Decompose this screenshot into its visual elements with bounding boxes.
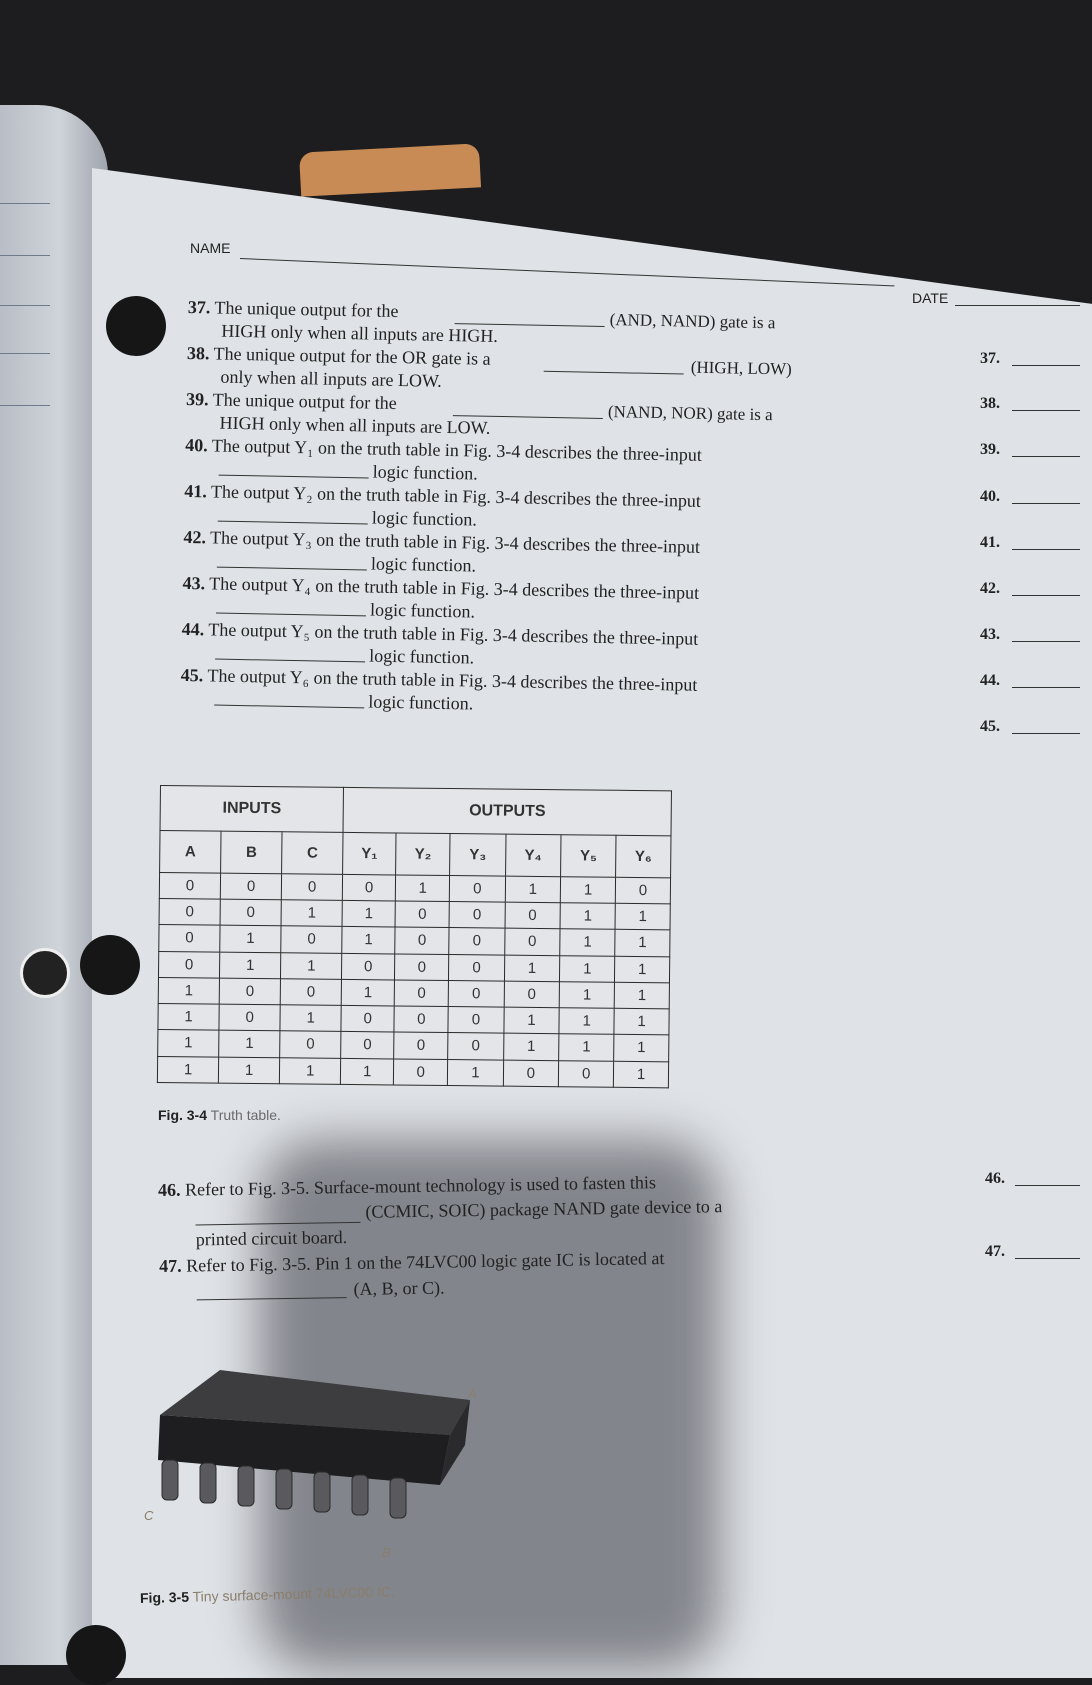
answer-line[interactable] xyxy=(1015,1185,1080,1186)
caption-text: Tiny surface-mount 74LVC00 IC. xyxy=(192,1583,396,1605)
table-cell: 0 xyxy=(220,899,281,926)
table-cell: 1 xyxy=(504,955,560,982)
question-text: only when all inputs are LOW. xyxy=(220,366,442,391)
question-number: 43. xyxy=(182,572,206,594)
table-cell: 0 xyxy=(394,1032,449,1059)
chip-pin xyxy=(238,1466,254,1506)
column-header-row xyxy=(160,831,671,878)
question-text: The output Y₅ on the truth table in Fig. 3-4 describes the three-input xyxy=(208,619,699,649)
table-cell: 0 xyxy=(395,901,450,928)
column-header: A xyxy=(160,831,222,873)
table-cell: 1 xyxy=(341,979,394,1006)
question-text: The unique output for the xyxy=(214,297,399,322)
answer-line[interactable] xyxy=(1012,456,1080,457)
question-text: logic function. xyxy=(371,507,478,530)
date-line[interactable] xyxy=(955,305,1080,306)
answer-line[interactable] xyxy=(1012,549,1080,550)
answer-line[interactable] xyxy=(1012,365,1080,366)
question-text: Refer to Fig. 3-5. Pin 1 on the 74LVC00 logic gate IC is located at xyxy=(186,1248,665,1276)
table-cell: 1 xyxy=(560,903,615,930)
caption-number: Fig. 3-4 xyxy=(158,1107,208,1123)
outputs-header: OUTPUTS xyxy=(343,787,671,836)
table-cell: 0 xyxy=(159,872,220,899)
question-text: HIGH only when all inputs are HIGH. xyxy=(221,320,499,346)
table-cell: 1 xyxy=(560,955,615,982)
question-text: (AND, NAND) gate is a xyxy=(609,310,776,333)
caption-number: Fig. 3-5 xyxy=(139,1588,190,1606)
question-text: (A, B, or C). xyxy=(353,1277,445,1299)
question-text: The unique output for the xyxy=(212,389,397,413)
left-rule xyxy=(0,353,50,354)
table-cell: 1 xyxy=(280,1005,341,1032)
ic-chip-figure xyxy=(144,1360,510,1560)
answer-line[interactable] xyxy=(1012,410,1080,411)
left-page-hole xyxy=(20,948,70,998)
table-cell: 1 xyxy=(559,982,614,1009)
table-cell: 1 xyxy=(342,927,395,954)
table-cell: 0 xyxy=(505,902,561,929)
question-number: 45. xyxy=(180,664,204,686)
table-cell: 1 xyxy=(559,1034,614,1061)
table-cell: 0 xyxy=(615,877,670,904)
question-text: logic function. xyxy=(372,461,478,484)
table-cell: 0 xyxy=(503,1060,559,1087)
answer-label: 41. xyxy=(980,534,1000,551)
question-text: The output Y₁ on the truth table in Fig. 3-4 describes the three-input xyxy=(211,435,703,465)
question-number: 44. xyxy=(181,618,205,640)
table-cell: 1 xyxy=(158,977,219,1004)
table-cell: 0 xyxy=(559,1060,614,1087)
pin-label-b: B xyxy=(382,1545,391,1560)
inputs-header: INPUTS xyxy=(160,786,344,833)
question-text: (HIGH, LOW) xyxy=(690,357,792,379)
answer-line[interactable] xyxy=(1015,1258,1080,1259)
chip-pin xyxy=(162,1460,178,1500)
question-number: 46. xyxy=(157,1179,181,1201)
chip-pin xyxy=(352,1475,368,1515)
table-cell: 1 xyxy=(218,1057,279,1084)
table-cell: 1 xyxy=(281,952,342,979)
table-cell: 1 xyxy=(505,876,561,903)
question-number: 38. xyxy=(186,342,210,364)
column-header: B xyxy=(221,832,283,874)
table-cell: 1 xyxy=(158,1004,219,1031)
table-cell: 1 xyxy=(220,952,281,979)
question-number: 40. xyxy=(185,434,208,456)
table-cell: 0 xyxy=(393,1059,448,1086)
table-cell: 0 xyxy=(158,951,219,978)
table-cell: 0 xyxy=(449,954,504,981)
question-39 xyxy=(186,389,397,414)
table-cell: 0 xyxy=(219,1004,280,1031)
left-rule xyxy=(0,203,50,204)
table-cell: 1 xyxy=(158,1030,219,1057)
table-cell: 1 xyxy=(503,1007,559,1034)
question-text: (NAND, NOR) gate is a xyxy=(607,402,773,425)
answer-line[interactable] xyxy=(1012,687,1080,688)
question-number: 42. xyxy=(183,526,207,548)
fig-3-4-caption xyxy=(158,1107,281,1123)
table-cell: 1 xyxy=(341,1058,394,1085)
column-header: Y₄ xyxy=(505,835,561,877)
question-text: The output Y₃ on the truth table in Fig. 3-4 describes the three-input xyxy=(209,527,701,557)
table-cell: 1 xyxy=(157,1056,218,1083)
question-text: The output Y₆ on the truth table in Fig. 3-4 describes the three-input xyxy=(207,665,698,695)
table-cell: 0 xyxy=(341,1032,394,1059)
question-number: 37. xyxy=(187,296,211,318)
table-cell: 0 xyxy=(394,1006,449,1033)
left-rule xyxy=(0,255,50,256)
left-rule xyxy=(0,405,50,406)
table-cell: 0 xyxy=(448,1007,503,1034)
table-cell: 0 xyxy=(504,928,560,955)
binder-hole xyxy=(80,935,140,995)
answer-label: 38. xyxy=(980,395,1000,412)
table-cell: 0 xyxy=(159,925,220,952)
table-cell: 1 xyxy=(220,925,281,952)
answer-line[interactable] xyxy=(1012,641,1080,642)
table-cell: 1 xyxy=(280,1057,341,1084)
column-header: Y₅ xyxy=(561,835,616,877)
table-cell: 0 xyxy=(395,954,450,981)
table-cell: 0 xyxy=(449,928,504,955)
table-cell: 0 xyxy=(448,1033,503,1060)
question-text: HIGH only when all inputs are LOW. xyxy=(219,412,491,438)
chip-pin xyxy=(390,1478,406,1518)
question-number: 47. xyxy=(159,1255,182,1277)
answer-line[interactable] xyxy=(1012,733,1080,734)
answer-label: 37. xyxy=(980,350,1000,367)
question-number: 41. xyxy=(184,480,208,502)
column-header: Y₁ xyxy=(343,833,396,875)
column-header: C xyxy=(282,832,344,874)
table-cell: 0 xyxy=(281,874,342,901)
answer-label: 45. xyxy=(980,718,1000,735)
question-text: (CCMIC, SOIC) package NAND gate device to a xyxy=(365,1196,723,1222)
answer-label: 44. xyxy=(980,672,1000,689)
date-label: DATE xyxy=(912,290,949,306)
answer-line[interactable] xyxy=(1012,503,1080,504)
pin-label-c: C xyxy=(144,1508,154,1523)
answer-line[interactable] xyxy=(1012,595,1080,596)
question-text: printed circuit board. xyxy=(195,1227,348,1250)
answer-label: 43. xyxy=(980,626,1000,643)
table-cell: 1 xyxy=(503,1033,559,1060)
table-cell: 1 xyxy=(615,930,670,957)
table-cell: 1 xyxy=(395,875,450,902)
table-cell: 0 xyxy=(343,874,396,901)
table-row xyxy=(157,1056,668,1088)
table-cell: 1 xyxy=(448,1059,503,1086)
table-cell: 1 xyxy=(614,1061,669,1088)
table-cell: 0 xyxy=(449,980,504,1007)
truth-table xyxy=(157,785,672,1088)
table-cell: 0 xyxy=(280,1031,341,1058)
question-37 xyxy=(188,297,399,322)
table-cell: 1 xyxy=(615,903,670,930)
question-number: 39. xyxy=(185,388,209,410)
table-cell: 0 xyxy=(281,926,342,953)
table-cell: 0 xyxy=(342,953,395,980)
table-cell: 0 xyxy=(449,902,504,929)
table-cell: 0 xyxy=(504,981,560,1008)
chip-pin xyxy=(314,1472,330,1512)
table-cell: 1 xyxy=(614,1035,669,1062)
question-text: logic function. xyxy=(369,645,475,668)
answer-label: 46. xyxy=(985,1170,1005,1187)
table-cell: 0 xyxy=(220,873,281,900)
question-text: The output Y₄ on the truth table in Fig. 3-4 describes the three-input xyxy=(209,573,700,603)
column-header: Y₂ xyxy=(396,833,451,875)
table-cell: 1 xyxy=(614,1008,669,1035)
left-page-edge xyxy=(0,105,108,1665)
left-rule xyxy=(0,305,50,306)
chip-pin xyxy=(200,1463,216,1503)
table-cell: 0 xyxy=(450,875,505,902)
binder-hole xyxy=(66,1625,126,1685)
answer-label: 47. xyxy=(985,1243,1005,1260)
table-cell: 0 xyxy=(219,978,280,1005)
table-cell: 0 xyxy=(159,899,220,926)
question-text: The output Y₂ on the truth table in Fig. 3-4 describes the three-input xyxy=(210,481,702,511)
binder-hole xyxy=(106,296,166,356)
column-header: Y₆ xyxy=(616,836,671,878)
question-text: logic function. xyxy=(370,553,477,576)
table-cell: 1 xyxy=(219,1030,280,1057)
pin-label-a: A xyxy=(468,1386,477,1401)
name-label: NAME xyxy=(190,240,231,256)
table-cell: 0 xyxy=(280,979,341,1006)
question-text: logic function. xyxy=(369,599,476,622)
column-header: Y₃ xyxy=(450,834,506,876)
answer-label: 40. xyxy=(980,488,1000,505)
table-cell: 1 xyxy=(560,929,615,956)
table-cell: 1 xyxy=(342,901,395,928)
table-cell: 1 xyxy=(561,877,616,904)
chip-pin xyxy=(276,1469,292,1509)
table-cell: 1 xyxy=(559,1008,614,1035)
table-cell: 1 xyxy=(614,982,669,1009)
caption-text: Truth table. xyxy=(210,1107,281,1123)
table-cell: 1 xyxy=(615,956,670,983)
answer-label: 39. xyxy=(980,441,1000,458)
table-cell: 0 xyxy=(394,980,449,1007)
table-cell: 0 xyxy=(341,1006,394,1033)
page-tab xyxy=(299,143,481,196)
table-cell: 0 xyxy=(395,927,450,954)
question-text: Refer to Fig. 3-5. Surface-mount technology is used to fasten this xyxy=(184,1172,657,1200)
question-text: The unique output for the OR gate is a xyxy=(213,343,491,369)
question-text: logic function. xyxy=(368,691,474,714)
answer-label: 42. xyxy=(980,580,1000,597)
table-cell: 1 xyxy=(281,900,342,927)
